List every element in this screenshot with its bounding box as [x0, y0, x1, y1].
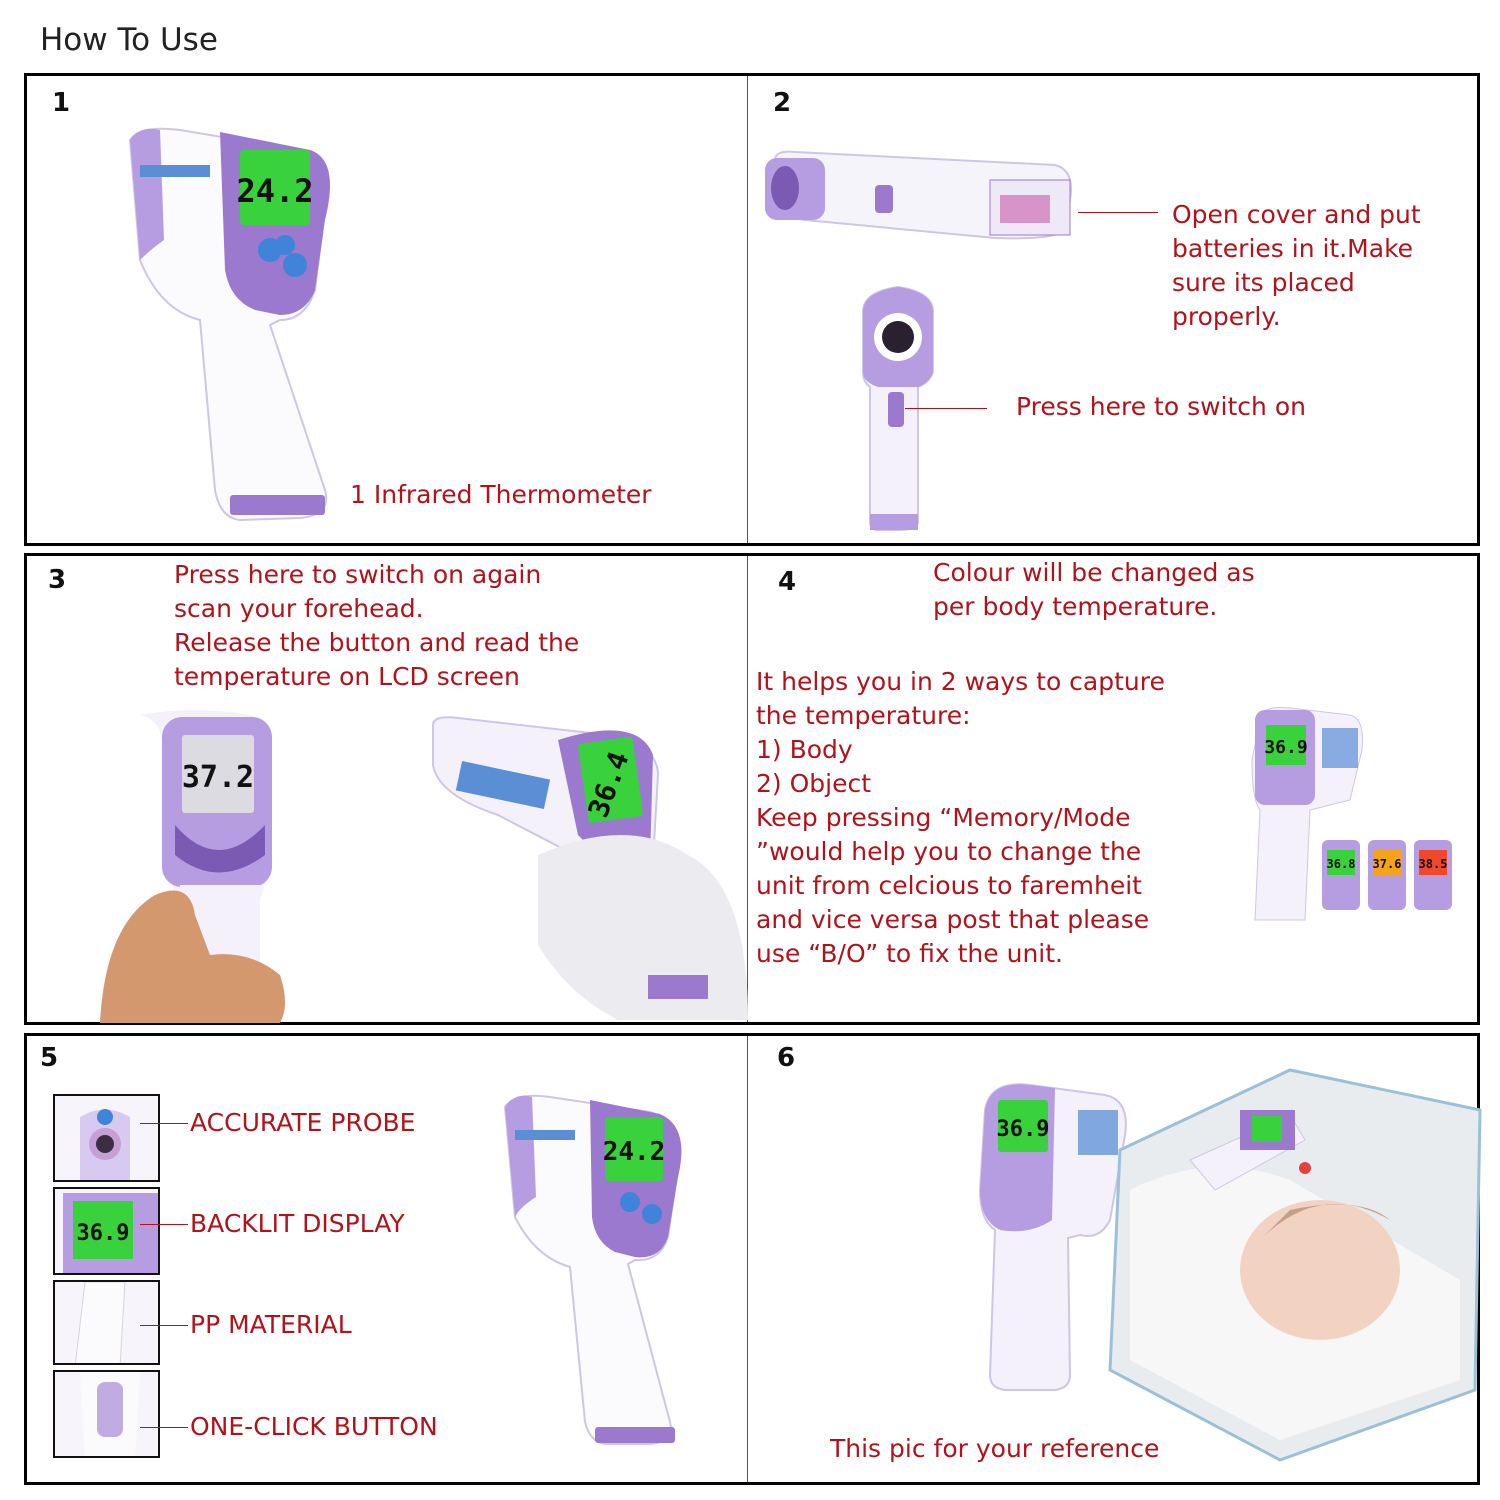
step-4-heading: Colour will be changed as per body temperature.: [933, 558, 1255, 621]
step-3-number: 3: [48, 565, 67, 595]
step-4-body: It helps you in 2 ways to capture the temperature: 1) Body 2) Object Keep pressing “Memory/Mode ”would help you to change the unit from celcious to faremheit and vice versa post that please use “B/O” to fix the unit.: [756, 667, 1165, 968]
material-thumbnail: [53, 1280, 160, 1365]
row-3-divider: [747, 1036, 748, 1482]
step-6-number: 6: [777, 1043, 796, 1073]
svg-text:36.9: 36.9: [76, 1221, 130, 1246]
row-1-divider: [747, 76, 748, 543]
battery-compartment-image: [765, 140, 1085, 250]
svg-text:37.6: 37.6: [1372, 857, 1402, 871]
thermometer-front-image: [858, 282, 938, 532]
step-2-number: 2: [773, 88, 792, 118]
svg-text:24.2: 24.2: [602, 1137, 666, 1167]
gloved-hand-thermometer-image: [428, 715, 748, 1020]
button-thumbnail: [53, 1370, 160, 1458]
probe-thumbnail: [53, 1094, 160, 1182]
step-6-caption: This pic for your reference: [830, 1434, 1160, 1463]
step-1-caption: 1 Infrared Thermometer: [350, 480, 652, 509]
leader-switch-on: [905, 408, 987, 409]
feature-one-click-button: ONE-CLICK BUTTON: [190, 1412, 438, 1441]
svg-text:36.4: 36.4: [581, 747, 636, 822]
leader-probe: [140, 1123, 188, 1124]
svg-text:36.8: 36.8: [1326, 857, 1356, 871]
feature-backlit-display: BACKLIT DISPLAY: [190, 1209, 405, 1238]
leader-button: [140, 1427, 188, 1428]
thermometer-gun-image-2: [500, 1092, 700, 1452]
page-title: How To Use: [40, 22, 218, 58]
svg-text:36.9: 36.9: [996, 1117, 1050, 1142]
display-thumbnail: [53, 1187, 160, 1275]
feature-pp-material: PP MATERIAL: [190, 1310, 352, 1339]
feature-accurate-probe: ACCURATE PROBE: [190, 1108, 416, 1137]
thermometer-gun-image: [120, 120, 360, 530]
step-2-note-open-cover: Open cover and put batteries in it.Make sure its placed properly.: [1172, 200, 1421, 331]
svg-text:37.2: 37.2: [181, 760, 255, 795]
leader-open-cover: [1078, 212, 1158, 213]
step-5-number: 5: [40, 1043, 59, 1073]
svg-text:24.2: 24.2: [236, 172, 314, 210]
step-2-note-switch-on: Press here to switch on: [1016, 392, 1306, 421]
power-button: [888, 392, 904, 427]
leader-material: [140, 1325, 188, 1326]
svg-text:36.9: 36.9: [1264, 737, 1308, 758]
colour-variants-image: [1250, 700, 1460, 925]
leader-display: [140, 1224, 188, 1225]
baby-forehead-reference-image: [960, 1070, 1480, 1440]
step-3-instructions: Press here to switch on again scan your forehead. Release the button and read the temperature on LCD screen: [174, 560, 580, 691]
svg-text:38.5: 38.5: [1418, 857, 1448, 871]
step-1-number: 1: [52, 88, 71, 118]
step-4-number: 4: [778, 567, 797, 597]
hand-holding-thermometer-image: [100, 705, 290, 1023]
